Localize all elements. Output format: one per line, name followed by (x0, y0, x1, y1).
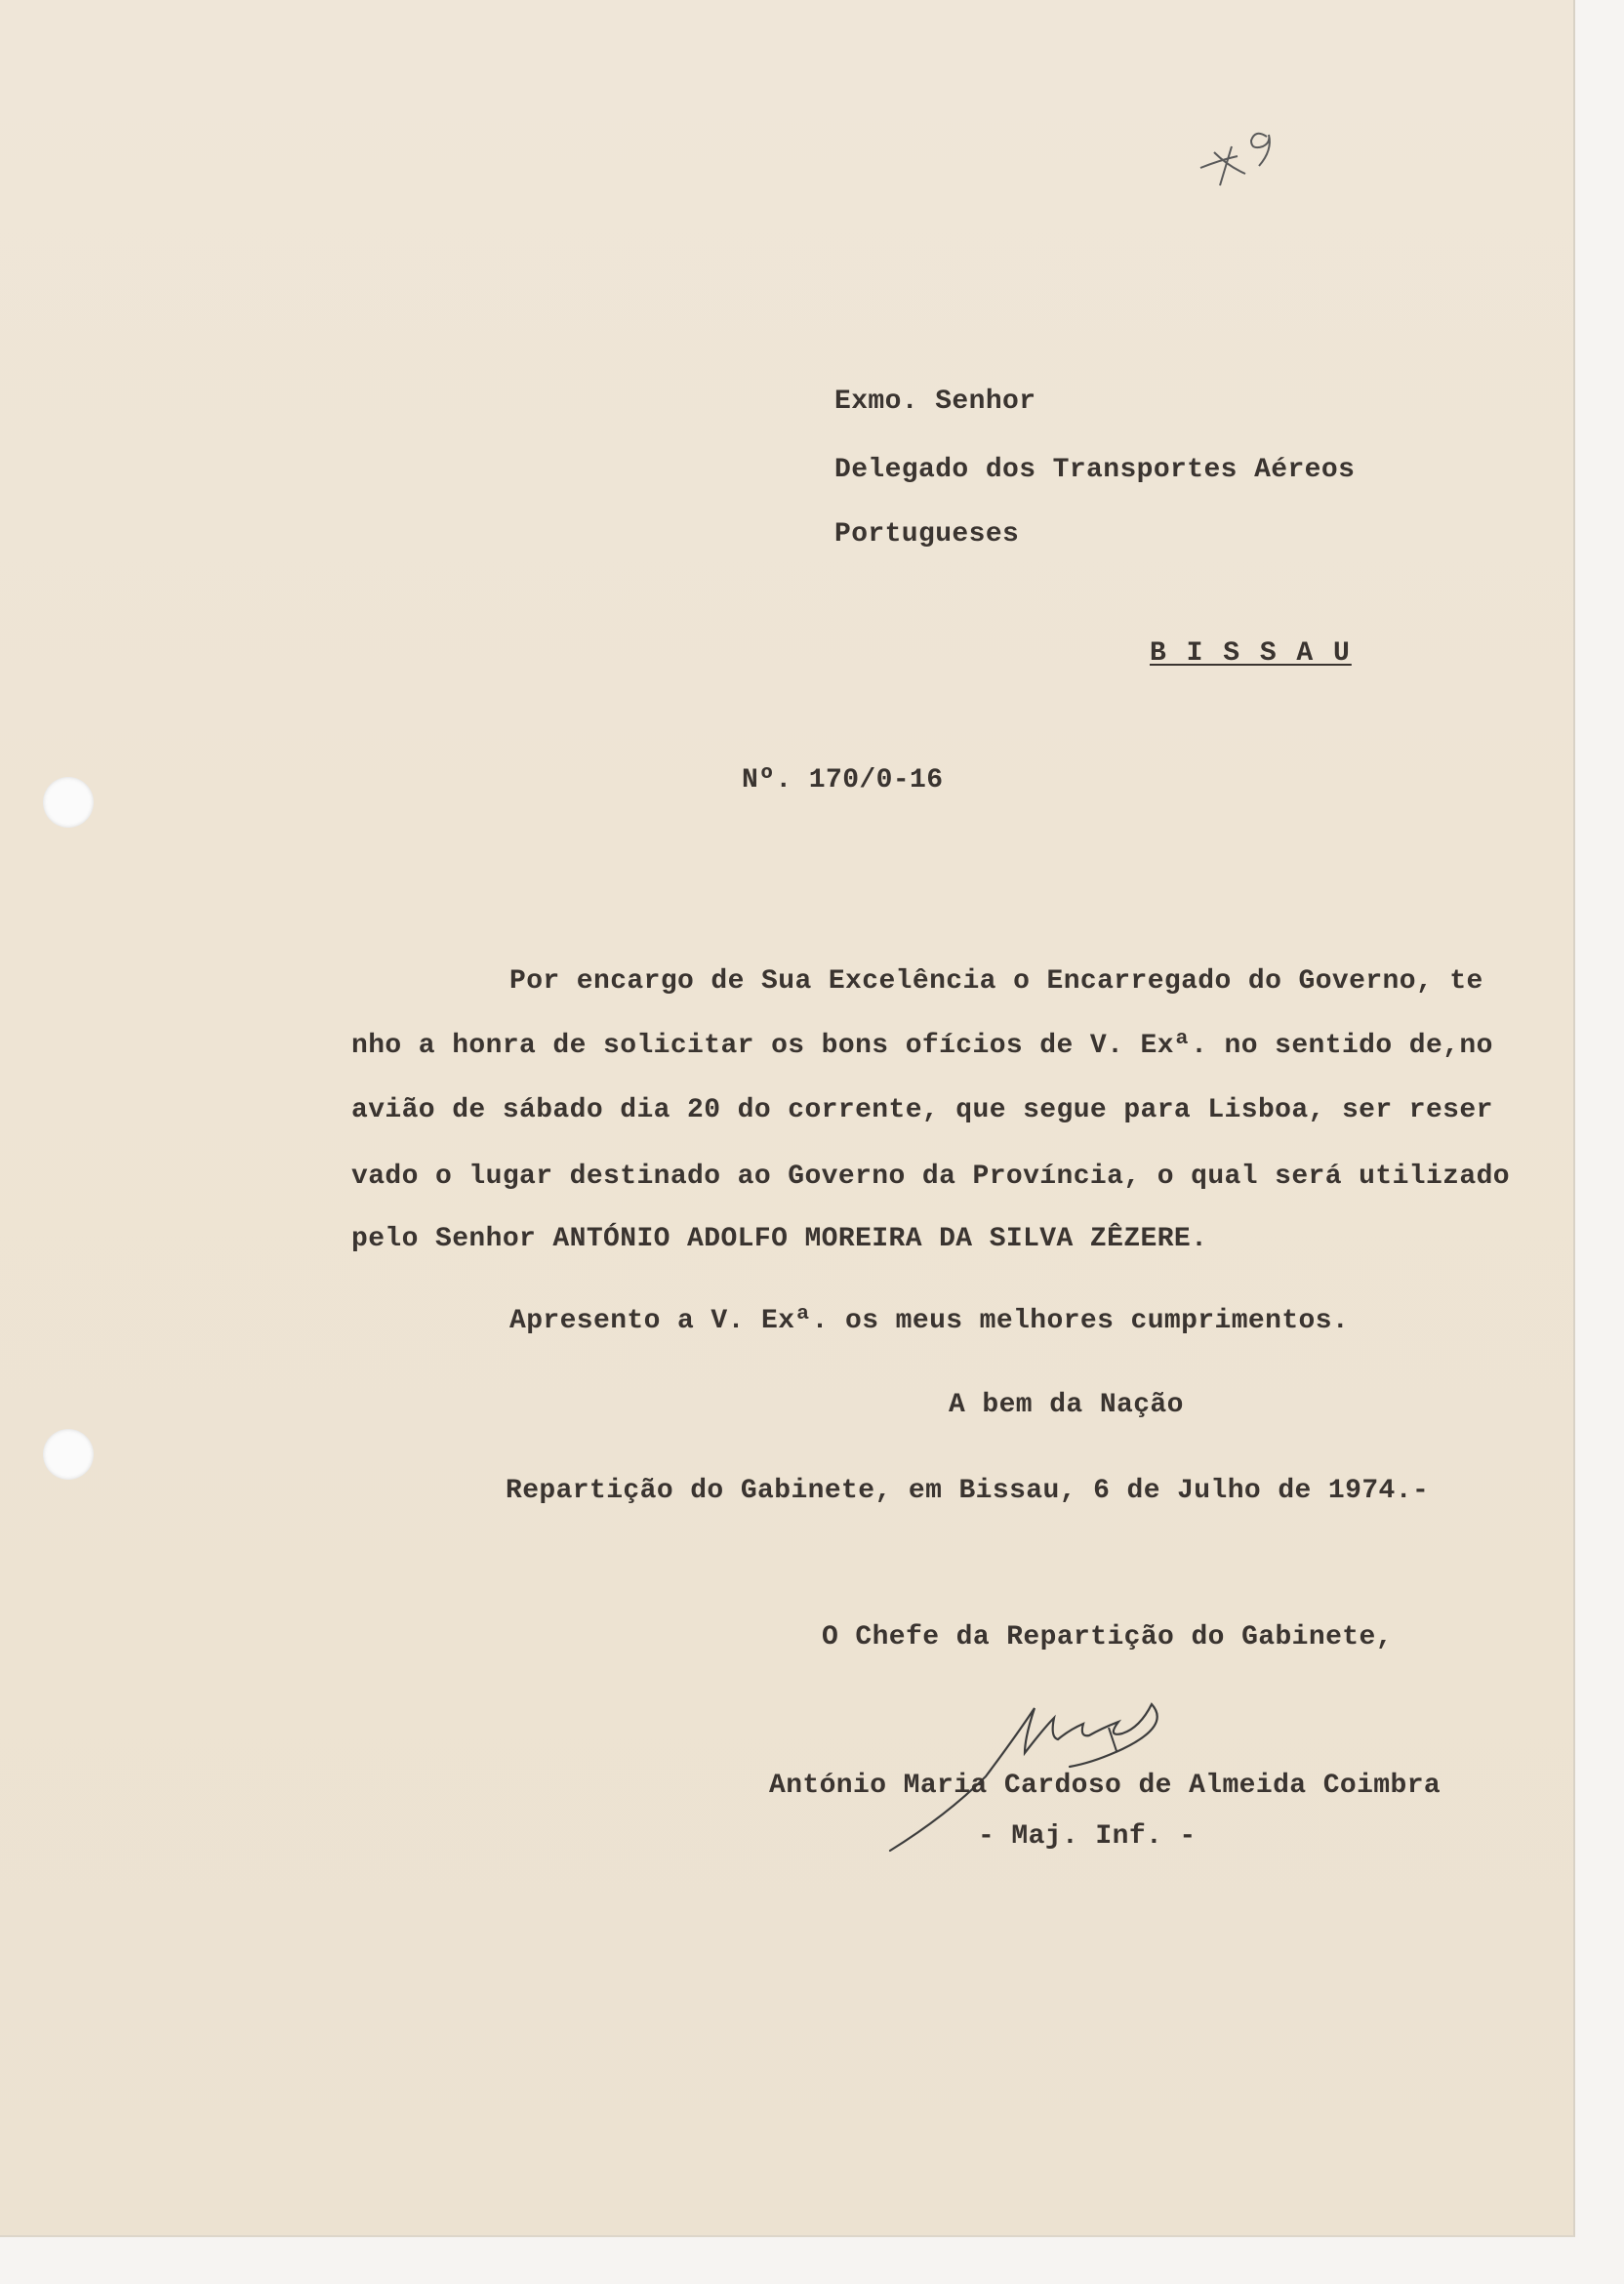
signatory-rank: - Maj. Inf. - (978, 1821, 1197, 1852)
salutation: Exmo. Senhor (834, 387, 1036, 417)
reference-number: Nº. 170/0-16 (742, 765, 944, 795)
body-line-3: avião de sábado dia 20 do corrente, que segue para Lisboa, ser reser (351, 1095, 1493, 1125)
body-line-5: pelo Senhor ANTÓNIO ADOLFO MOREIRA DA SILVA ZÊZERE. (351, 1224, 1208, 1254)
place-date: Repartição do Gabinete, em Bissau, 6 de Julho de 1974.- (506, 1476, 1430, 1506)
addressee-city: B I S S A U (1150, 638, 1352, 669)
punch-hole-bottom (43, 1429, 94, 1480)
addressee-line-1: Delegado dos Transportes Aéreos (834, 455, 1356, 485)
punch-hole-top (43, 777, 94, 828)
greeting-line: Apresento a V. Exª. os meus melhores cumprimentos. (509, 1306, 1350, 1336)
body-line-2: nho a honra de solicitar os bons ofícios de V. Exª. no sentido de,no (351, 1031, 1493, 1061)
signatory-name: António Maria Cardoso de Almeida Coimbra (769, 1771, 1441, 1801)
body-line-1: Por encargo de Sua Excelência o Encarregado do Governo, te (509, 966, 1483, 997)
body-line-4: vado o lugar destinado ao Governo da Província, o qual será utilizado (351, 1162, 1510, 1192)
addressee-line-2: Portugueses (834, 519, 1020, 550)
signatory-title: O Chefe da Repartição do Gabinete, (822, 1622, 1393, 1652)
motto: A bem da Nação (949, 1390, 1184, 1420)
handwritten-annotation (1191, 117, 1308, 205)
